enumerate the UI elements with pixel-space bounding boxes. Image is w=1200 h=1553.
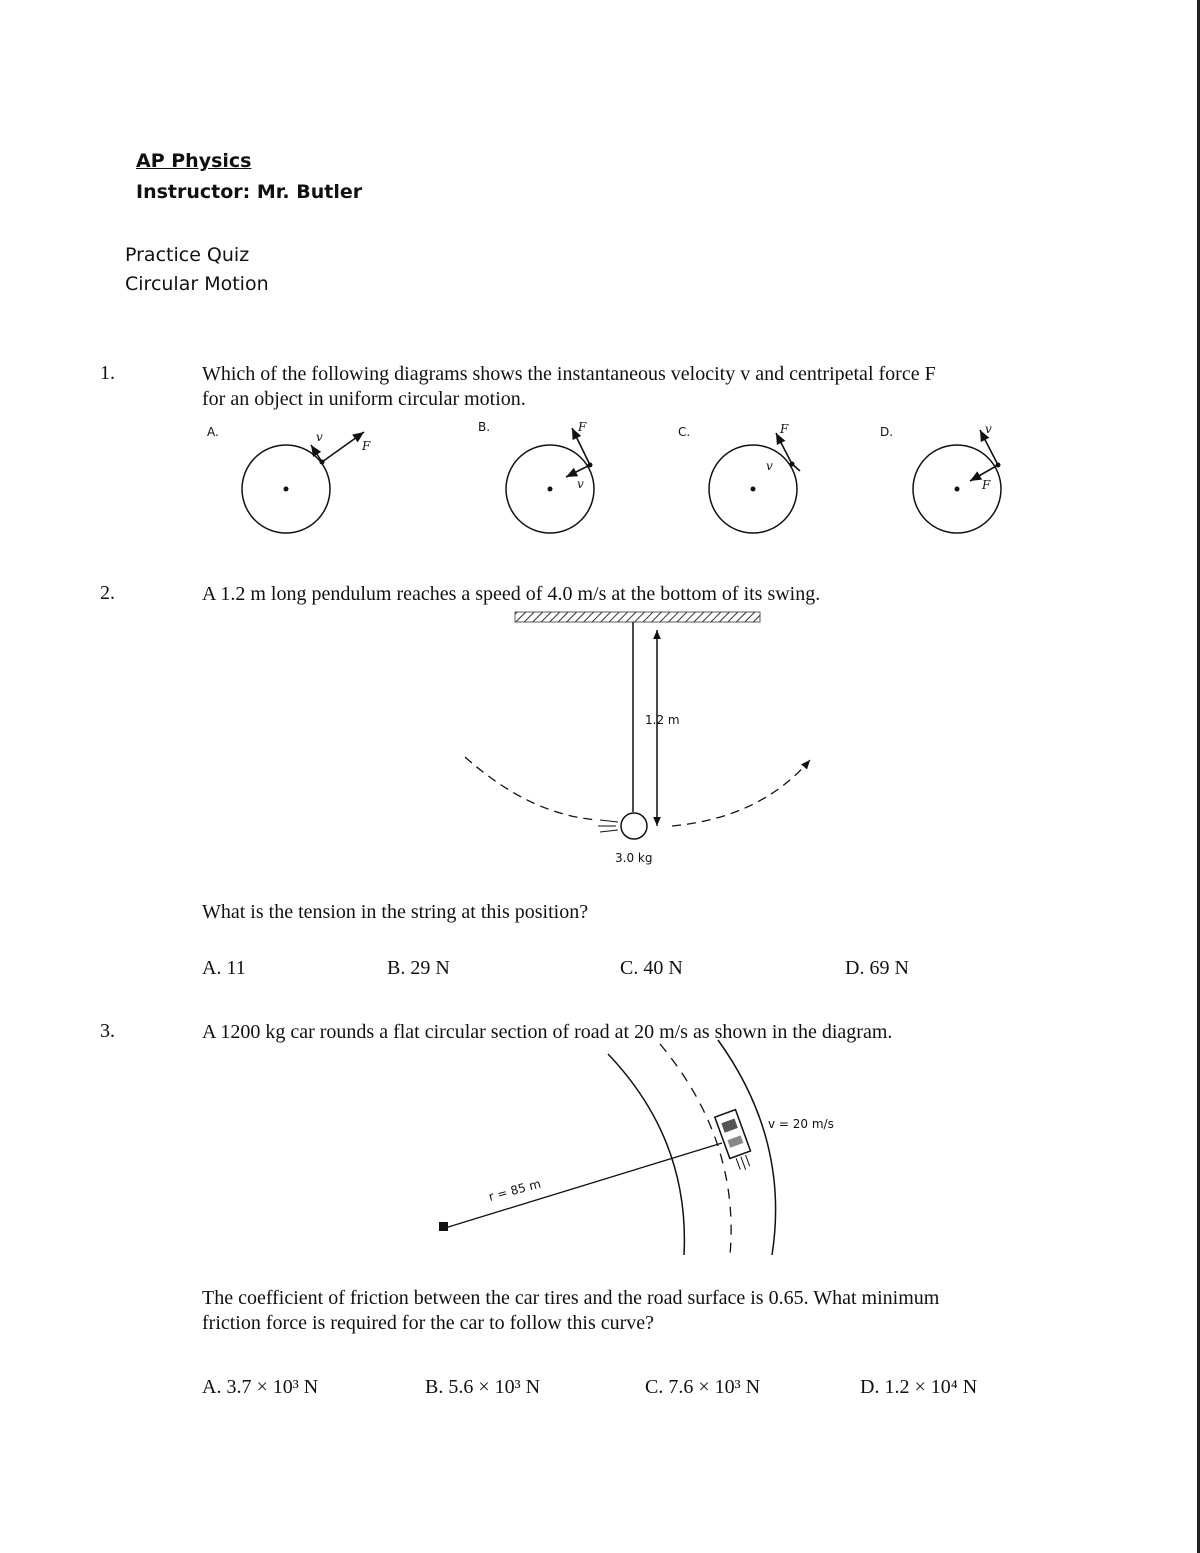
- question-1-number: 1.: [100, 362, 115, 384]
- pendulum-length-label: 1.2 m: [645, 713, 680, 727]
- radius-line: [445, 1143, 722, 1228]
- car-icon: [715, 1110, 756, 1174]
- diagram-letter-a: A.: [207, 425, 219, 439]
- diagram-d-v-label: v: [985, 422, 992, 436]
- question-2-number: 2.: [100, 582, 115, 604]
- question-3-text: A 1200 kg car rounds a flat circular section of road at 20 m/s as shown in the diagram.: [202, 1021, 893, 1043]
- diagram-c-v-label: v: [766, 459, 773, 473]
- diagram-letter-c: C.: [678, 425, 691, 439]
- pendulum-mass-label: 3.0 kg: [615, 851, 653, 865]
- diagram-a-f-label: F: [362, 439, 371, 453]
- question-3-choice-a: A. 3.7 × 10³ N: [202, 1376, 319, 1398]
- question-1-line-1: Which of the following diagrams shows the instantaneous velocity v and centripetal force F: [202, 363, 936, 385]
- diagram-letter-d: D.: [880, 425, 894, 439]
- question-3-choice-d: D. 1.2 × 10⁴ N: [860, 1376, 978, 1398]
- question-2-text: A 1.2 m long pendulum reaches a speed of 4.0 m/s at the bottom of its swing.: [202, 583, 821, 605]
- diagram-b-f-label: F: [578, 420, 587, 434]
- question-2-choice-b: B. 29 N: [387, 957, 450, 979]
- question-3-prompt-line-2: friction force is required for the car to follow this curve?: [202, 1312, 655, 1334]
- question-2-choice-d: D. 69 N: [845, 957, 909, 979]
- question-3-prompt: [202, 1286, 939, 1336]
- curve-center-point: [439, 1222, 448, 1231]
- road-edge-inner: [608, 1054, 684, 1255]
- speed-label: v = 20 m/s: [768, 1117, 834, 1131]
- quiz-topic: Circular Motion: [125, 273, 269, 295]
- question-3-choice-b: B. 5.6 × 10³ N: [425, 1376, 541, 1398]
- question-1-line-2: for an object in uniform circular motion.: [202, 388, 526, 410]
- course-title: AP Physics: [136, 150, 252, 172]
- diagram-c-f-label: F: [780, 422, 789, 436]
- question-3-number: 3.: [100, 1020, 115, 1042]
- question-2-choice-c: C. 40 N: [620, 957, 683, 979]
- question-3-choice-c: C. 7.6 × 10³ N: [645, 1376, 761, 1398]
- diagram-d-f-label: F: [982, 478, 991, 492]
- radius-label: r = 85 m: [487, 1176, 543, 1204]
- road-center-line: [660, 1044, 731, 1255]
- quiz-title: Practice Quiz: [125, 244, 250, 266]
- diagram-letter-b: B.: [478, 420, 491, 434]
- instructor-name: Instructor: Mr. Butler: [136, 181, 363, 203]
- question-2-prompt: What is the tension in the string at this position?: [202, 901, 589, 923]
- question-3-prompt-line-1: The coefficient of friction between the car tires and the road surface is 0.65. What minimum: [202, 1287, 940, 1309]
- diagram-a-v-label: v: [316, 430, 323, 444]
- question-2-choice-a: A. 11: [202, 957, 246, 979]
- diagram-b-v-label: v: [577, 477, 584, 491]
